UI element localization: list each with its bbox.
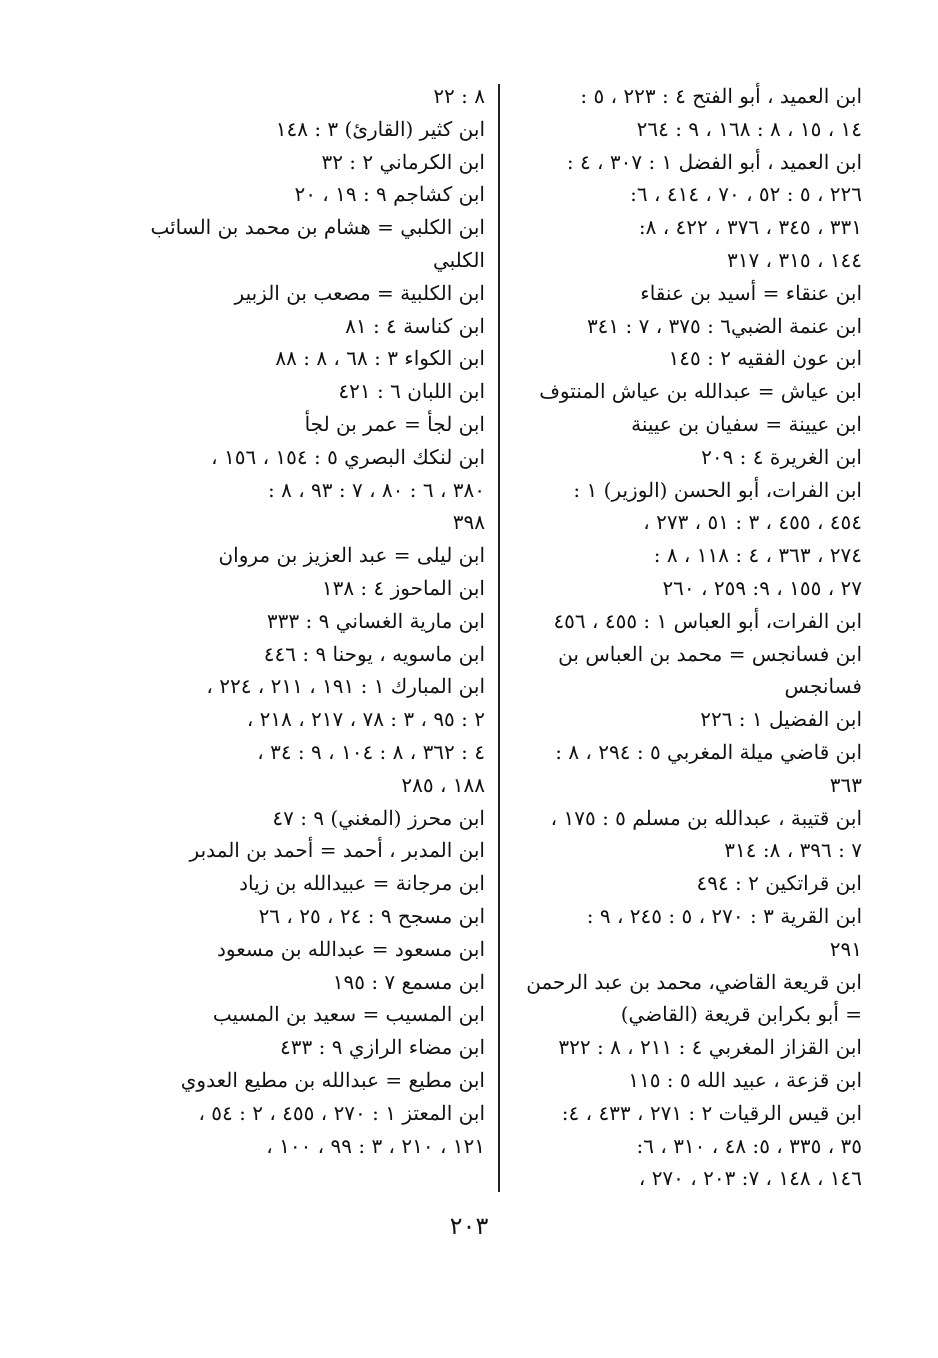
index-line: ابن مطيع = عبدالله بن مطيع العدوي <box>180 1067 485 1092</box>
index-line: ابن مسمع ٧ : ١٩٥ <box>332 969 485 994</box>
index-line: ابن المسيب = سعيد بن المسيب <box>212 1002 485 1027</box>
index-line: ١٢١ ، ٢١٠ ، ٣ : ٩٩ ، ١٠٠ ، <box>266 1133 485 1158</box>
index-line: ابن الماحوز ٤ : ١٣٨ <box>321 575 485 600</box>
index-line: ٣٥ ، ٣٣٥ ، ٥: ٤٨ ، ٣١٠ ، ٦: <box>636 1133 862 1158</box>
index-line: ابن لجأ = عمر بن لجأ <box>304 411 485 436</box>
index-line: ٧ : ٣٩٦ ، ٨: ٣١٤ <box>724 838 862 863</box>
index-line: ابن ماسويه ، يوحنا ٩ : ٤٤٦ <box>263 641 485 666</box>
index-line: ٢٩١ <box>829 936 862 961</box>
index-line: ٢ : ٩٥ ، ٣ : ٧٨ ، ٢١٧ ، ٢١٨ ، <box>246 707 485 732</box>
index-line: ابن مرجانة = عبيدالله بن زياد <box>239 871 485 896</box>
index-line: فسانجس <box>784 674 862 699</box>
index-line: ٣٨٠ ، ٦ : ٨٠ ، ٧ : ٩٣ ، ٨ : <box>268 477 485 502</box>
index-line: ابن ليلى = عبد العزيز بن مروان <box>218 543 485 568</box>
index-line: ٤ : ٣٦٢ ، ٨ : ١٠٤ ، ٩ : ٣٤ ، <box>257 739 485 764</box>
index-line: ابن الكرماني ٢ : ٣٢ <box>321 149 485 174</box>
index-line: ١٨٨ ، ٢٨٥ <box>401 772 485 797</box>
index-line: ١٤٤ ، ٣١٥ ، ٣١٧ <box>726 247 862 272</box>
index-line: ٢٢٦ ، ٥ : ٥٢ ، ٧٠ ، ٤١٤ ، ٦: <box>630 182 862 207</box>
index-line: ابن عيينة = سفيان بن عيينة <box>631 411 862 436</box>
page-number: ٢٠٣ <box>449 1212 489 1240</box>
index-line: ابن عون الفقيه ٢ : ١٤٥ <box>668 346 862 371</box>
index-line: ابن العميد ، أبو الفتح ٤ : ٢٢٣ ، ٥ : <box>580 84 862 108</box>
index-line: ١٤٦ ، ١٤٨ ، ٧: ٢٠٣ ، ٢٧٠ ، <box>638 1166 862 1191</box>
index-line: ٢٧٤ ، ٣٦٣ ، ٤ : ١١٨ ، ٨ : <box>653 543 862 568</box>
index-line: ٤٥٤ ، ٤٥٥ ، ٣ : ٥١ ، ٢٧٣ ، <box>643 510 862 535</box>
index-line: ١٤ ، ١٥ ، ٨ : ١٦٨ ، ٩ : ٢٦٤ <box>636 116 862 141</box>
index-line: الكلبي <box>432 247 485 272</box>
index-line: ابن المبارك ١ : ١٩١ ، ٢١١ ، ٢٢٤ ، <box>206 674 485 699</box>
index-line: ابن الفرات، أبو العباس ١ : ٤٥٥ ، ٤٥٦ <box>553 608 862 633</box>
index-line: ابن القزاز المغربي ٤ : ٢١١ ، ٨ : ٣٢٢ <box>558 1035 862 1060</box>
index-line: ابن اللبان ٦ : ٤٢١ <box>338 379 485 404</box>
index-line: ابن مسعود = عبدالله بن مسعود <box>216 936 485 961</box>
index-line: ابن كثير (القارئ) ٣ : ١٤٨ <box>275 116 485 141</box>
index-line: ابن لنكك البصري ٥ : ١٥٤ ، ١٥٦ ، <box>211 444 485 469</box>
index-line: ابن كناسة ٤ : ٨١ <box>345 313 485 338</box>
index-line: ابن الفضيل ١ : ٢٢٦ <box>700 707 862 732</box>
index-column-right <box>522 80 862 1195</box>
index-line: ٣٩٨ <box>452 510 485 535</box>
index-line: ابن عياش = عبدالله بن عياش المنتوف <box>539 379 862 404</box>
index-line: = أبو بكرابن قريعة (القاضي) <box>620 1002 862 1027</box>
index-line: ابن قريعة القاضي، محمد بن عبد الرحمن <box>526 969 862 994</box>
index-line: ابن قتيبة ، عبدالله بن مسلم ٥ : ١٧٥ ، <box>550 805 862 830</box>
index-line: ابن محرز (المغني) ٩ : ٤٧ <box>272 805 485 830</box>
index-line: ابن الكلبي = هشام بن محمد بن السائب <box>150 215 485 240</box>
index-line: ابن المدبر ، أحمد = أحمد بن المدبر <box>189 838 485 863</box>
index-line: ابن عنمة الضبي٦ : ٣٧٥ ، ٧ : ٣٤١ <box>586 313 862 338</box>
index-line: ابن مارية الغساني ٩ : ٣٣٣ <box>266 608 485 633</box>
index-line: ٣٣١ ، ٣٤٥ ، ٣٧٦ ، ٤٢٢ ، ٨: <box>638 215 862 240</box>
index-line: ابن القرية ٣ : ٢٧٠ ، ٥ : ٢٤٥ ، ٩ : <box>586 903 862 928</box>
index-line: ابن المعتز ١ : ٢٧٠ ، ٤٥٥ ، ٢ : ٥٤ ، <box>198 1100 485 1125</box>
index-line: ابن مسجح ٩ : ٢٤ ، ٢٥ ، ٢٦ <box>258 903 485 928</box>
index-line: ٨ : ٢٢ <box>433 84 485 108</box>
index-line: ابن كشاجم ٩ : ١٩ ، ٢٠ <box>294 182 485 207</box>
index-line: ابن فسانجس = محمد بن العباس بن <box>558 641 862 666</box>
column-divider <box>498 84 500 1192</box>
index-line: ابن مضاء الرازي ٩ : ٤٣٣ <box>280 1035 485 1060</box>
index-line: ابن قيس الرقيات ٢ : ٢٧١ ، ٤٣٣ ، ٤: <box>561 1100 862 1125</box>
index-line: ٣٦٣ <box>829 772 862 797</box>
index-line: ابن الكلبية = مصعب بن الزبير <box>234 280 485 305</box>
index-line: ابن قاضي ميلة المغربي ٥ : ٢٩٤ ، ٨ : <box>555 739 862 764</box>
index-line: ابن قزعة ، عبيد الله ٥ : ١١٥ <box>628 1067 862 1092</box>
index-line: ابن عنقاء = أسيد بن عنقاء <box>640 280 862 305</box>
index-line: ٢٧ ، ١٥٥ ، ٩: ٢٥٩ ، ٢٦٠ <box>662 575 862 600</box>
index-line: ابن الفرات، أبو الحسن (الوزير) ١ : <box>573 477 862 502</box>
index-column-left <box>150 80 485 1162</box>
index-line: ابن قراتكين ٢ : ٤٩٤ <box>696 871 862 896</box>
index-line: ابن الغريرة ٤ : ٢٠٩ <box>701 444 862 469</box>
index-line: ابن العميد ، أبو الفضل ١ : ٣٠٧ ، ٤ : <box>566 149 862 174</box>
index-line: ابن الكواء ٣ : ٦٨ ، ٨ : ٨٨ <box>275 346 485 371</box>
